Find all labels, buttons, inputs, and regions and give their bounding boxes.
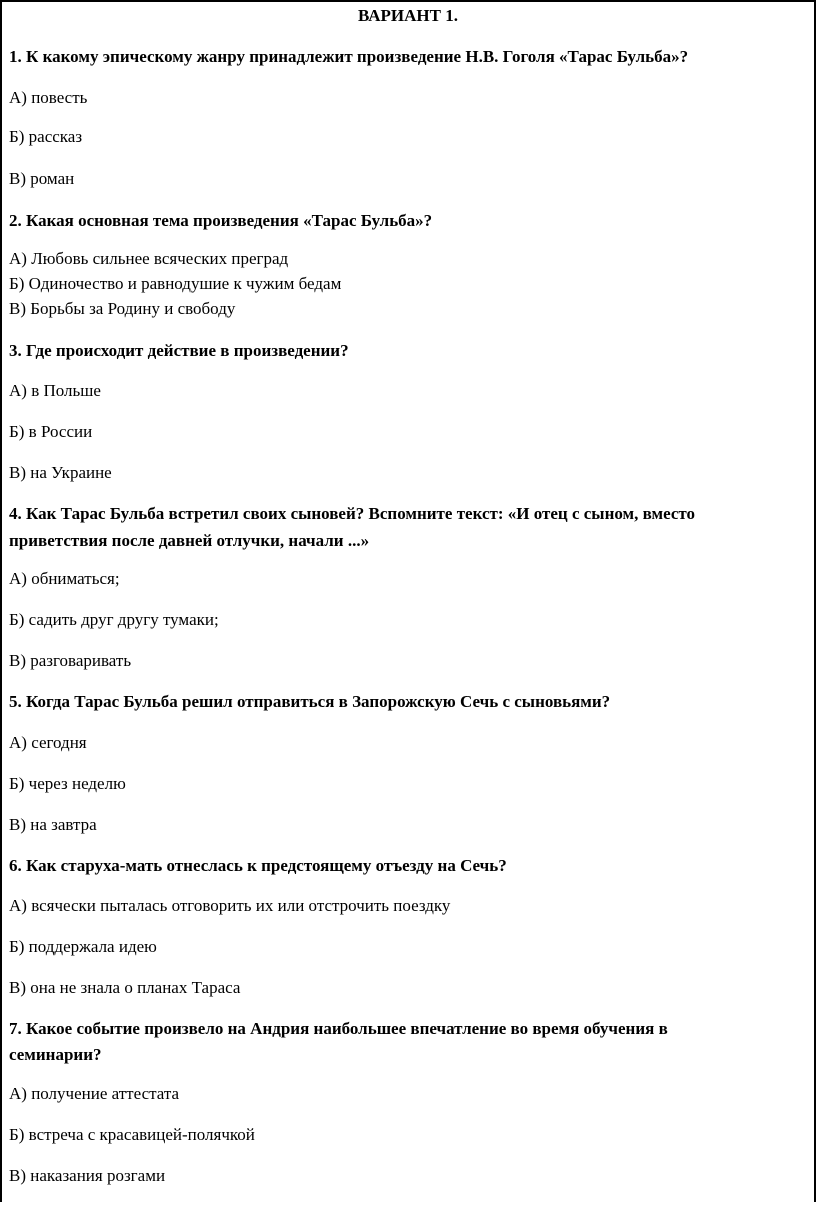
- question-7-line-2: семинарии?: [9, 1045, 102, 1064]
- answer-4b: Б) садить друг другу тумаки;: [9, 610, 219, 629]
- answer-7a: А) получение аттестата: [9, 1084, 180, 1103]
- answer-3c: В) на Украине: [9, 463, 112, 482]
- question-4-line-1: 4. Как Тарас Бульба встретил своих сыновей? Вспомните текст: «И отец с сыном, вместо: [9, 504, 696, 523]
- question-4-line-2: приветствия после давней отлучки, начали ...»: [9, 531, 370, 550]
- question-1: 1. К какому эпическому жанру принадлежит произведение Н.В. Гоголя «Тарас Бульба»?: [9, 47, 689, 66]
- answer-4a: А) обниматься;: [9, 569, 120, 588]
- answer-1a: А) повесть: [9, 88, 88, 107]
- answer-6a: А) всячески пыталась отговорить их или отстрочить поездку: [9, 896, 451, 915]
- answer-7b: Б) встреча с красавицей-полячкой: [9, 1125, 255, 1144]
- answer-1c: В) роман: [9, 169, 75, 188]
- answer-2c: В) Борьбы за Родину и свободу: [9, 299, 236, 318]
- answer-6c: В) она не знала о планах Тараса: [9, 978, 241, 997]
- question-5: 5. Когда Тарас Бульба решил отправиться в Запорожскую Сечь с сыновьями?: [9, 692, 611, 711]
- answer-4c: В) разговаривать: [9, 651, 132, 670]
- answer-7c: В) наказания розгами: [9, 1166, 166, 1185]
- answer-3a: А) в Польше: [9, 381, 101, 400]
- question-6: 6. Как старуха-мать отнеслась к предстоящему отъезду на Сечь?: [9, 856, 507, 875]
- page-title: ВАРИАНТ 1.: [358, 6, 458, 25]
- answer-5c: В) на завтра: [9, 815, 97, 834]
- answer-2a: А) Любовь сильнее всяческих преград: [9, 249, 289, 268]
- answer-3b: Б) в России: [9, 422, 93, 441]
- answer-5b: Б) через неделю: [9, 774, 126, 793]
- answer-1b: Б) рассказ: [9, 127, 83, 146]
- answer-6b: Б) поддержала идею: [9, 937, 157, 956]
- question-7-line-1: 7. Какое событие произвело на Андрия наибольшее впечатление во время обучения в: [9, 1019, 668, 1038]
- question-3: 3. Где происходит действие в произведении?: [9, 341, 349, 360]
- question-2: 2. Какая основная тема произведения «Тарас Бульба»?: [9, 211, 433, 230]
- answer-5a: А) сегодня: [9, 733, 87, 752]
- answer-2b: Б) Одиночество и равнодушие к чужим бедам: [9, 274, 342, 293]
